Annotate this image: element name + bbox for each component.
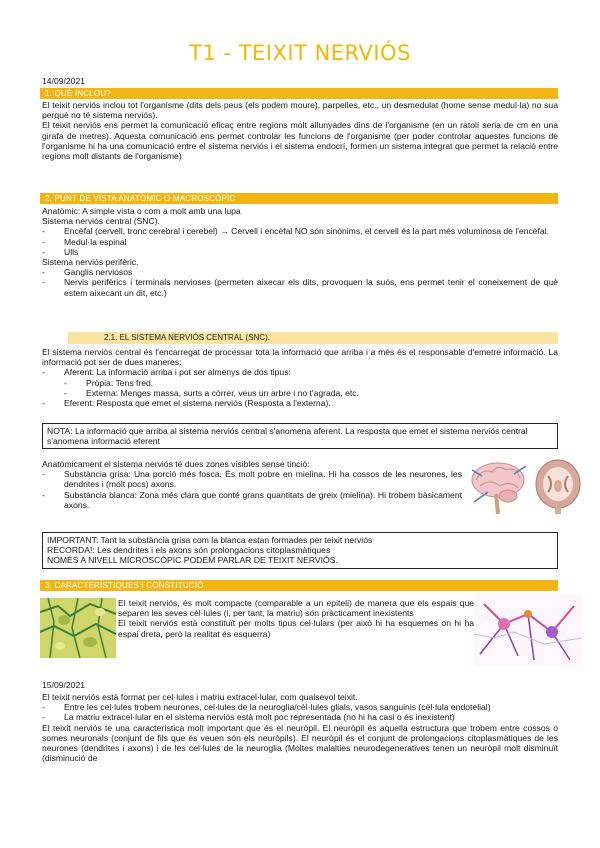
section-4-body — [42, 692, 558, 763]
list-item: - Encèfal (cervell, tronc cerebral i cerebel) → Cervell i encèfal NO són sinònims, el cervell és la part més voluminosa de l'encèfal. — [42, 226, 550, 237]
subsection-heading-2-1: 2.1. EL SISTEMA NERVIÓS CENTRAL (SNC). — [68, 332, 558, 344]
section-heading-3: 3. CARACTERÍSTIQUES I CONSTITUCIÓ — [40, 580, 558, 591]
date-second: 15/09/2021 — [42, 680, 86, 690]
paragraph: El teixit nerviós te una característica molt important que és el neuròpil. El neuròpil és aquella estructura que trobem entre cossos o somes neuronals (conjunt de fils que és veuen són els neuròpils). El neuròpil és el conjunt de prolongacions citoplasmàtiques de les neurones (dendrites i axons) i de les cel·lules de la neuroglia (Moltes malalties neurodegeneratives tenen un neuròpil molt disminuït (disminució de — [42, 722, 558, 764]
section-3-body — [118, 598, 474, 639]
list-item: - Substància blanca: Zona més clara que conté grans quantitats de greix (mielina). Hi trobem bàsicament axons. — [42, 489, 462, 510]
section-heading-1: 1. QUÈ INCLOU? — [40, 88, 558, 99]
paragraph: Anatòmic: A simple vista o com a molt amb una lupa — [42, 206, 241, 216]
paragraph: El sistema nerviós central és l'encarregat de processar tota la informació que arriba i a més és el responsable d'emetre informació. La informació pot ser de dues maneres: — [42, 347, 558, 368]
list-item: - Substància grisa: Una porció més fosca. És molt pobre en mielina. Hi ha cossos de les neurones, les dendrites i (molt pocs) axons. — [42, 469, 462, 490]
list-item: - Aferent: La informació arriba i pot ser almenys de dos tipus: — [42, 367, 291, 378]
brain-section-illustration — [534, 458, 582, 516]
list-item: - Externa: Menges massa, surts a córrer, veus un arbre i no t'agrada, etc. — [64, 387, 359, 398]
list-item: - Pròpia: Tens fred. — [64, 377, 154, 388]
list-item: - Nervis perifèrics i terminals nervioses (permeten aixecar els dits, provoquen la suós, ens permet tenir el coneixement de què estem aixecant un dit, etc.) — [42, 277, 558, 298]
paragraph: El teixit nerviós està format per cel·lules i matriu extracel·lular, com qualsevol teixit. — [42, 692, 358, 702]
important-line: RECORDA!: Les dendrites i els axons són prolongacions citoplasmàtiques — [47, 545, 331, 556]
list-item: - Entre les cel·lules trobem neurones, cel·lules de la neuroglia/cèl·lules glials, vasos sanguinis (cèl·lula endotelial) — [42, 702, 491, 713]
section-1-body — [42, 100, 558, 161]
page-title: T1 - TEIXIT NERVIÓS — [189, 41, 411, 65]
paragraph: El teixit nerviós ens permet la comunicació eficaç entre regions molt allunyades dins de l'organisme (en un ratolí seria de cm en una girafa de metres). Aquesta comunicació ens permet controlar les funcions de l'organisme (per poder controlar aquestes funcions de l'organisme hi ha una comunicació entre el sistema nerviós i el sistema endocrí, formen un sistema integrat que permet la relació entre regions molt distants de l'organisme) — [42, 120, 558, 162]
note-text: NOTA: La informació que arriba al sistema nerviós central s'anomena aferent. La resposta que emet el sistema nerviós central s'anomena informació eferent — [47, 426, 528, 447]
date-first: 14/09/2021 — [42, 76, 86, 86]
list-item: - Ganglis nerviosos — [42, 267, 133, 278]
paragraph: El teixit nerviós inclou tot l'organisme (dits dels peus (els podem moure), parpelles, etc., un desmedulat (home sense medul·la) no sua perquè no té sistema nerviós). — [42, 100, 558, 121]
label-snp: Sistema nerviós perifèric. — [42, 257, 139, 268]
tissue-micrograph-image — [40, 598, 116, 658]
list-item: - Eferent: Resposta que emet el sistema nerviós (Resposta a l'externa). — [42, 398, 331, 409]
important-line: IMPORTANT: Tant la substància grisa com la blanca estan formades per teixit nerviós — [47, 535, 373, 545]
paragraph: El teixit nerviós està constituït per molts tipus cel·lulars (per això hi ha esquemes on hi ha espai dreta, però la realitat és esquerra) — [118, 618, 474, 639]
list-item: - La matriu extracel·lular en el sistema nerviós està molt poc representada (no hi ha casi o és inexistent) — [42, 712, 455, 723]
paragraph: Anatòmicament el sistema nerviós té dues zones visibles sense tinció: — [42, 459, 310, 469]
neuron-schematic-image — [474, 594, 582, 666]
label-snc: Sistema nerviós central (SNC). — [42, 216, 160, 227]
section-2-1-body — [42, 347, 558, 408]
note-box — [42, 423, 558, 449]
list-item: - Ulls — [42, 246, 79, 257]
section-2-body — [42, 206, 558, 298]
list-item: - Medul·la espinal — [42, 236, 127, 247]
important-box — [42, 532, 558, 569]
brain-illustration — [468, 458, 530, 518]
section-heading-2: 2. PUNT DE VISTA ANATÒMIC O MACROSCÒPIC — [40, 193, 558, 204]
paragraph: El teixit nerviós, és molt compacte (comparable a un epiteli) de manera que els espais que separen les seves cèl·lules (i, per tant, la matriu) són pràcticament inexistents — [118, 598, 474, 619]
important-line: NOMÉS A NIVELL MICROSCÒPIC PODEM PARLAR DE TEIXIT NERVIÓS. — [47, 555, 338, 566]
zones-text — [42, 459, 462, 510]
